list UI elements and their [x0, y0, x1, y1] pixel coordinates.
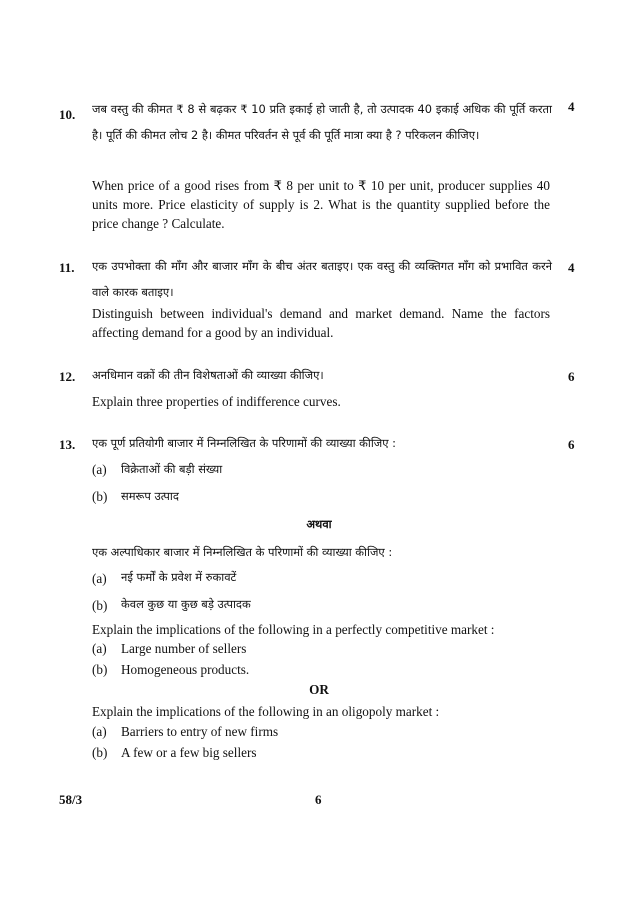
english-or-divider: OR — [309, 682, 329, 697]
question-number: 13. — [59, 437, 76, 452]
question-hindi-text: अनधिमान वक्रों की तीन विशेषताओं की व्याख्या कीजिए। — [92, 368, 324, 382]
exam-page: 10. 4 जब वस्तु की कीमत ₹ 8 से बढ़कर ₹ 10 प्रति इकाई हो जाती है, तो उत्पादक 40 इकाई अधिक की पूर्ति करता है। पूर्ति की कीमत लोच 2 है। कीमत परिवर्तन से पूर्व की पूर्ति मात्रा क्या है ? परिकलन कीजिए। When price of a good rises from ₹ 8 per unit to ₹ 10 per unit, producer supplies 40 units more. Price elasticity of supply is 2. What is the quantity supplied before the price change ? Calculate. 11. 4 एक उपभोक्ता की माँग और बाजार माँग के बीच अंतर बताइए। एक वस्तु की व्यक्तिगत माँग को प्रभावित करने वाले कारक बताइए। Distinguish between individual's demand and market demand. Name the factors affecting demand for a good by an individual. 12. 6 अनधिमान वक्रों की तीन विशेषताओं की व्याख्या कीजिए। Explain three properties of indifference curves. 13. 6 एक पूर्ण प्रतियोगी बाजार में निम्नलिखित के परिणामों की व्याख्या कीजिए : (a) विक्रेताओं की बड़ी संख्या (b) समरूप उत्पाद अथवा एक अल्पाधिकार बाजार में निम्नलिखित के परिणामों की व्याख्या कीजिए : (a) नई फर्मों के प्रवेश में रुकावटें (b) केवल कुछ या कुछ बड़े उत्पादक Explain the implications of the following in a perfectly competitive market : (a) Large number of sellers (b) Homogeneous products. OR Explain the implications of the following in an oligopoly market : (a) Barriers to entry of new firms (b) A few or a few big sellers 58/3 6 — [0, 0, 638, 903]
question-number: 10. — [59, 107, 76, 122]
page-number: 6 — [315, 792, 322, 807]
question-hindi-text: जब वस्तु की कीमत ₹ 8 से बढ़कर ₹ 10 प्रति इकाई हो जाती है, तो उत्पादक 40 इकाई अधिक की पूर्ति करता है। पूर्ति की कीमत लोच 2 है। कीमत परिवर्तन से पूर्व की पूर्ति मात्रा क्या है ? परिकलन कीजिए। — [92, 102, 552, 142]
question-english-alt-text: Explain the implications of the following in an oligopoly market : — [92, 704, 440, 719]
question-number: 11. — [59, 260, 75, 275]
question-hindi-text: एक उपभोक्ता की माँग और बाजार माँग के बीच अंतर बताइए। एक वस्तु की व्यक्तिगत माँग को प्रभावित करने वाले कारक बताइए। — [92, 259, 552, 299]
question-hindi-text: एक पूर्ण प्रतियोगी बाजार में निम्नलिखित के परिणामों की व्याख्या कीजिए : — [92, 436, 396, 450]
question-english-text: Distinguish between individual's demand and market demand. Name the factors affecting demand for a good by an individual. — [92, 306, 550, 340]
question-hindi-alt-text: एक अल्पाधिकार बाजार में निम्नलिखित के परिणामों की व्याख्या कीजिए : — [92, 545, 393, 559]
question-english-text: When price of a good rises from ₹ 8 per unit to ₹ 10 per unit, producer supplies 40 units more. Price elasticity of supply is 2. What is the quantity supplied before the price change ? Calculate. — [92, 178, 550, 231]
question-marks: 6 — [568, 369, 575, 384]
question-marks: 4 — [568, 99, 575, 114]
question-number: 12. — [59, 369, 76, 384]
paper-code: 58/3 — [59, 792, 83, 807]
question-marks: 4 — [568, 260, 575, 275]
question-marks: 6 — [568, 437, 575, 452]
question-english-text: Explain the implications of the following in a perfectly competitive market : — [92, 622, 495, 637]
hindi-or-divider: अथवा — [306, 517, 332, 531]
question-english-text: Explain three properties of indifference curves. — [92, 394, 341, 409]
